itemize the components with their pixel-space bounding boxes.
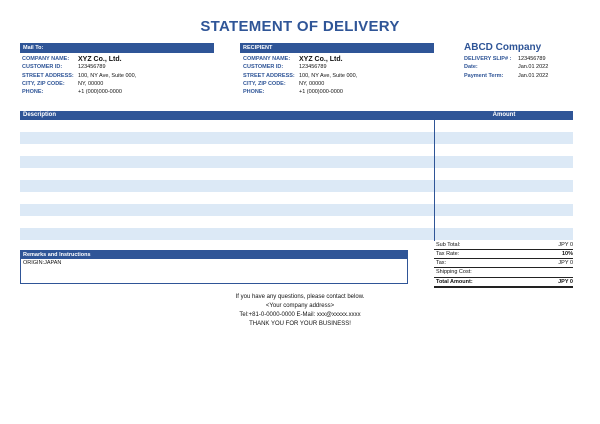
description-column-header: Description	[20, 111, 434, 120]
field-value: NY, 00000	[78, 81, 104, 87]
footer-thanks-line: THANK YOU FOR YOUR BUSINESS!	[249, 321, 351, 327]
totals-divider	[434, 258, 573, 259]
field-value: XYZ Co., Ltd.	[299, 56, 343, 63]
mail-to-header: Mail To:	[20, 43, 214, 53]
field-label: Date:	[464, 64, 478, 70]
field-value: 123456789	[518, 56, 546, 62]
footer-contact-line: If you have any questions, please contact below.	[235, 294, 365, 300]
field-label: CUSTOMER ID:	[243, 64, 284, 70]
tax-rate-label: Tax Rate:	[436, 251, 460, 257]
remarks-box	[20, 250, 408, 284]
field-label: Payment Term:	[464, 73, 504, 79]
totals-divider	[434, 286, 573, 288]
field-label: DELIVERY SLIP# :	[464, 56, 512, 62]
table-row	[20, 228, 573, 240]
remarks-header: Remarks and Instructions	[21, 251, 407, 259]
recipient-header: RECIPIENT	[240, 43, 434, 53]
field-value: Jan.01 2022	[518, 73, 549, 79]
footer-tel-email-line: Tel:+81-0-0000-0000 E-Mail: xxx@xxxxx.xxxx	[239, 312, 361, 318]
field-value: XYZ Co., Ltd.	[78, 56, 122, 63]
remarks-text: ORIGIN:JAPAN	[23, 260, 62, 266]
field-value: 123456789	[78, 64, 106, 70]
field-label: CUSTOMER ID:	[22, 64, 63, 70]
subtotal-label: Sub Total:	[436, 242, 461, 248]
table-row	[20, 180, 573, 192]
tax-value: JPY 0	[558, 260, 573, 266]
company-name: ABCD Company	[464, 42, 542, 53]
field-label: STREET ADDRESS:	[22, 73, 74, 79]
field-label: COMPANY NAME:	[22, 56, 70, 62]
table-row	[20, 156, 573, 168]
footer-address-line: <Your company address>	[265, 303, 335, 309]
table-row	[20, 204, 573, 216]
field-value: Jan.01 2022	[518, 64, 549, 70]
field-label: PHONE:	[243, 89, 265, 95]
table-row	[20, 132, 573, 144]
field-value: +1 (000)000-0000	[78, 89, 122, 95]
field-label: COMPANY NAME:	[243, 56, 291, 62]
field-value: 100, NY Ave, Suite 000,	[299, 73, 358, 79]
field-label: CITY, ZIP CODE:	[22, 81, 65, 87]
field-value: NY, 00000	[299, 81, 325, 87]
field-value: +1 (000)000-0000	[299, 89, 343, 95]
field-value: 123456789	[299, 64, 327, 70]
document-title: STATEMENT OF DELIVERY	[200, 18, 400, 35]
field-label: CITY, ZIP CODE:	[243, 81, 286, 87]
column-divider	[434, 111, 435, 241]
subtotal-value: JPY 0	[558, 242, 573, 248]
field-value: 100, NY Ave, Suite 000,	[78, 73, 137, 79]
tax-label: Tax:	[436, 260, 447, 266]
total-amount-label: Total Amount:	[436, 279, 473, 285]
shipping-cost-label: Shipping Cost:	[436, 269, 472, 275]
total-amount-value: JPY 0	[558, 279, 573, 285]
amount-column-header: Amount	[435, 111, 573, 120]
tax-rate-value: 10%	[561, 251, 573, 257]
field-label: PHONE:	[22, 89, 44, 95]
field-label: STREET ADDRESS:	[243, 73, 295, 79]
